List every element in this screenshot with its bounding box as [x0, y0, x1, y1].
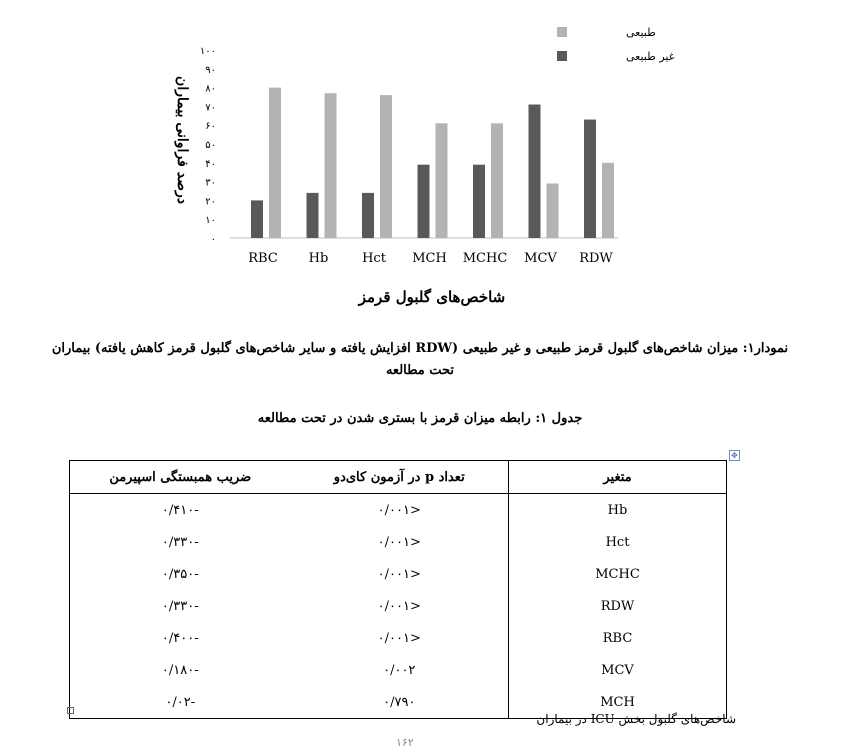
legend-swatch-abnormal: [557, 51, 567, 61]
cell-spearman: -۰/۴۱۰: [161, 502, 199, 518]
y-tick-label: ۵۰: [205, 140, 216, 151]
bar-rbc-abnormal: [251, 200, 263, 238]
bar-hct-normal: [380, 95, 392, 238]
table-row: [70, 526, 727, 558]
cell-spearman: -۰/۴۰۰: [161, 630, 199, 646]
bar-rbc-normal: [269, 88, 281, 238]
table-row: [70, 494, 727, 527]
y-tick-label: ۱۰: [205, 215, 216, 227]
bar-mchc-abnormal: [473, 165, 485, 238]
bar-hct-abnormal: [362, 193, 374, 238]
header-variable: متغیر: [509, 461, 727, 494]
cell-spearman: -۰/۰۲: [165, 694, 196, 710]
page-number: ۱۶۲: [396, 736, 414, 749]
cell-p-value: <۰/۰۰۱: [377, 630, 421, 646]
x-tick-label: Hb: [308, 251, 329, 266]
cell-spearman: -۰/۳۵۰: [161, 566, 199, 582]
y-tick-label: ۰: [210, 234, 216, 245]
table-resize-handle[interactable]: [67, 707, 74, 714]
y-axis-ticks: [200, 46, 216, 245]
bar-mchc-normal: [491, 123, 503, 238]
cell-spearman: -۰/۳۳۰: [161, 598, 199, 614]
legend: [557, 26, 675, 63]
data-table: [69, 460, 727, 719]
table-row: [70, 590, 727, 622]
cell-p-value: <۰/۰۰۱: [377, 534, 421, 550]
cell-variable: Hct: [509, 526, 727, 558]
table-title: جدول ۱: رابطه میزان قرمز با بستری شدن در تحت مطالعه: [257, 411, 583, 426]
x-tick-label: Hct: [362, 251, 386, 266]
cell-p-value: <۰/۰۰۱: [377, 566, 421, 582]
bar-hb-normal: [325, 93, 337, 238]
x-axis-title: شاخص‌های گلبول قرمز: [358, 288, 506, 306]
header-spearman: ضریب همبستگی اسپیرمن: [70, 461, 291, 494]
bar-hb-abnormal: [307, 193, 319, 238]
table-row: [70, 654, 727, 686]
move-handle-icon[interactable]: ✥: [729, 450, 740, 461]
x-tick-label: RBC: [248, 251, 278, 266]
table-row: [70, 622, 727, 654]
bar-mcv-abnormal: [529, 105, 541, 238]
cell-spearman: -۰/۳۳۰: [161, 534, 199, 550]
cell-p-value: ۰/۷۹۰: [383, 694, 416, 710]
cell-variable: Hb: [509, 494, 727, 527]
chart-caption: نمودار۱: میزان شاخص‌های گلبول قرمز طبیعی و غیر طبیعی (RDW افزایش یافته و سایر شاخص‌های گلبول قرمز کاهش یافته) بیماران تحت مطالعه: [51, 341, 789, 378]
cell-spearman: -۰/۱۸۰: [161, 662, 199, 678]
footer-note: شاخص‌های گلبول بخش ICU در بیماران: [536, 712, 736, 726]
x-tick-label: MCH: [412, 251, 447, 266]
cell-variable: MCH: [509, 686, 727, 719]
bar-mcv-normal: [547, 183, 559, 238]
cell-p-value: <۰/۰۰۱: [377, 502, 421, 518]
table-row: [70, 558, 727, 590]
x-tick-label: RDW: [579, 251, 613, 266]
table-header-row: [70, 461, 727, 494]
x-tick-label: MCHC: [462, 251, 508, 266]
bar-rdw-normal: [602, 163, 614, 238]
y-axis-title: درصد فراوانی بیماران: [174, 76, 190, 204]
bar-rdw-abnormal: [584, 120, 596, 238]
bars: [251, 88, 614, 238]
x-axis-labels: [248, 251, 613, 266]
y-tick-label: ۴۰: [205, 158, 216, 170]
bar-chart: [0, 0, 845, 320]
legend-swatch-normal: [557, 27, 567, 37]
cell-variable: MCHC: [509, 558, 727, 590]
y-tick-label: ۹۰: [205, 64, 216, 76]
y-tick-label: ۳۰: [205, 177, 216, 189]
cell-p-value: <۰/۰۰۱: [377, 598, 421, 614]
y-tick-label: ۸۰: [205, 83, 216, 95]
y-tick-label: ۷۰: [205, 102, 216, 114]
cell-variable: MCV: [509, 654, 727, 686]
legend-label-normal: طبیعی: [626, 26, 656, 39]
legend-label-abnormal: غیر طبیعی: [626, 50, 675, 63]
bar-mch-normal: [436, 123, 448, 238]
cell-variable: RBC: [509, 622, 727, 654]
bar-mch-abnormal: [418, 165, 430, 238]
y-tick-label: ۲۰: [205, 196, 216, 208]
header-p-value: تعداد p در آزمون کای‌دو: [291, 461, 509, 494]
x-tick-label: MCV: [524, 251, 557, 266]
cell-variable: RDW: [509, 590, 727, 622]
y-tick-label: ۱۰۰: [199, 46, 216, 57]
cell-p-value: ۰/۰۰۲: [383, 662, 416, 678]
y-tick-label: ۶۰: [205, 121, 216, 133]
